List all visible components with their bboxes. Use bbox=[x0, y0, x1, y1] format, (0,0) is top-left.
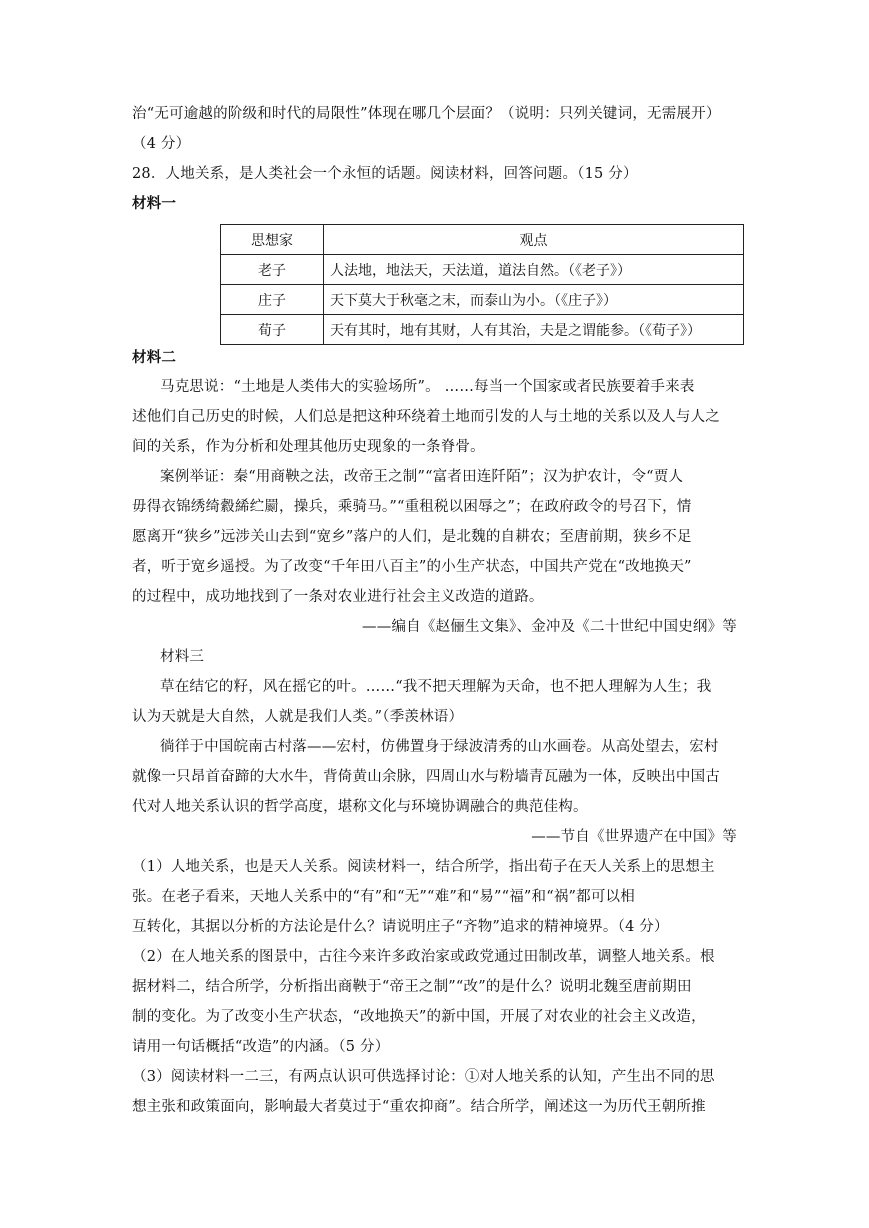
question-line: 制的变化。为了改变小生产状态，“改地换天”的新中国，开展了对农业的社会主义改造， bbox=[132, 1009, 706, 1025]
question-line: 互转化，其据以分析的方法论是什么？请说明庄子“齐物”追求的精神境界。（4 分） bbox=[132, 919, 669, 935]
table-header-cell: 思想家 bbox=[221, 225, 324, 255]
table-row bbox=[221, 315, 744, 345]
table-cell-thinker: 荀子 bbox=[221, 315, 324, 345]
material3-line: 代对人地关系认识的哲学高度，堪称文化与环境协调融合的典范佳构。 bbox=[132, 799, 588, 815]
material3-line: 就像一只昂首奋蹄的大水牛，背倚黄山余脉，四周山水与粉墙青瓦融为一体，反映出中国古 bbox=[132, 769, 720, 785]
table-cell-thinker: 老子 bbox=[221, 255, 324, 285]
table-cell-view: 天下莫大于秋毫之末，而泰山为小。（《庄子》） bbox=[324, 285, 744, 315]
table-header-cell: 观点 bbox=[324, 225, 744, 255]
material3-source: ——节自《世界遗产在中国》等 bbox=[531, 829, 737, 845]
table-cell-view: 天有其时，地有其财，人有其治，夫是之谓能参。（《荀子》） bbox=[324, 315, 744, 345]
material2-source: ——编自《赵俪生文集》、金冲及《二十世纪中国史纲》等 bbox=[362, 619, 737, 635]
material2-line: 间的关系，作为分析和处理其他历史现象的一条脊骨。 bbox=[132, 439, 485, 455]
material3-line: 徜徉于中国皖南古村落——宏村，仿佛置身于绿波清秀的山水画卷。从高处望去，宏村 bbox=[160, 739, 719, 755]
table-row bbox=[221, 255, 744, 285]
question-line: （1）人地关系，也是天人关系。阅读材料一，结合所学，指出荀子在天人关系上的思想主 bbox=[132, 859, 715, 875]
material2-line: 者，听于宽乡遥授。为了改变“千年田八百主”的小生产状态，中国共产党在“改地换天” bbox=[132, 559, 692, 575]
material2-line: 述他们自己历史的时候，人们总是把这种环绕着土地而引发的人与土地的关系以及人与人之 bbox=[132, 409, 720, 425]
table-cell-view: 人法地，地法天，天法道，道法自然。（《老子》） bbox=[324, 255, 744, 285]
material1-heading: 材料一 bbox=[132, 195, 177, 212]
material3-line: 认为天就是大自然，人就是我们人类。”（季羡林语） bbox=[132, 709, 464, 725]
score-note: （4 分） bbox=[132, 136, 191, 152]
question-line: 张。在老子看来，天地人关系中的“有”和“无”“难”和“易”“福”和“祸”都可以相 bbox=[132, 889, 635, 905]
material3-heading: 材料三 bbox=[160, 649, 205, 665]
question-line: （2）在人地关系的图景中，古往今来许多政治家或政党通过田制改革，调整人地关系。根 bbox=[132, 949, 715, 965]
material2-line: 毋得衣锦绣绮縠絺纻罽，操兵，乘骑马。”“重租税以困辱之”；在政府政令的号召下，情 bbox=[132, 499, 692, 515]
material2-heading: 材料二 bbox=[132, 349, 177, 366]
question-line: （3）阅读材料一二三，有两点认识可供选择讨论：①对人地关系的认知，产生出不同的思 bbox=[132, 1069, 715, 1085]
question-line: 想主张和政策面向，影响最大者莫过于“重农抑商”。结合所学，阐述这一为历代王朝所推 bbox=[132, 1099, 706, 1115]
thinkers-table bbox=[220, 224, 744, 345]
material2-line: 案例举证：秦“用商鞅之法，改帝王之制”“富者田连阡陌”；汉为护农计，令“贾人 bbox=[160, 469, 684, 485]
material2-line: 愿离开“狭乡”远涉关山去到“宽乡”落户的人们，是北魏的自耕农；至唐前期，狭乡不足 bbox=[132, 529, 692, 545]
question-line: 请用一句话概括“改造”的内涵。（5 分） bbox=[132, 1039, 390, 1055]
table-cell-thinker: 庄子 bbox=[221, 285, 324, 315]
table-header-row bbox=[221, 225, 744, 255]
material3-line: 草在结它的籽，风在摇它的叶。……“我不把天理解为天命，也不把人理解为人生；我 bbox=[160, 679, 712, 695]
table-row bbox=[221, 285, 744, 315]
material2-line: 的过程中，成功地找到了一条对农业进行社会主义改造的道路。 bbox=[132, 589, 544, 605]
material2-line: 马克思说：“土地是人类伟大的实验场所”。 ……每当一个国家或者民族要着手来表 bbox=[160, 379, 695, 395]
question-28-title: 28．人地关系，是人类社会一个永恒的话题。阅读材料，回答问题。（15 分） bbox=[132, 166, 638, 182]
question-27-tail: 治“无可逾越的阶级和时代的局限性”体现在哪几个层面？（说明：只列关键词，无需展开） bbox=[132, 106, 721, 122]
question-line: 据材料二，结合所学，分析指出商鞅于“帝王之制”“改”的是什么？说明北魏至唐前期田 bbox=[132, 979, 692, 995]
